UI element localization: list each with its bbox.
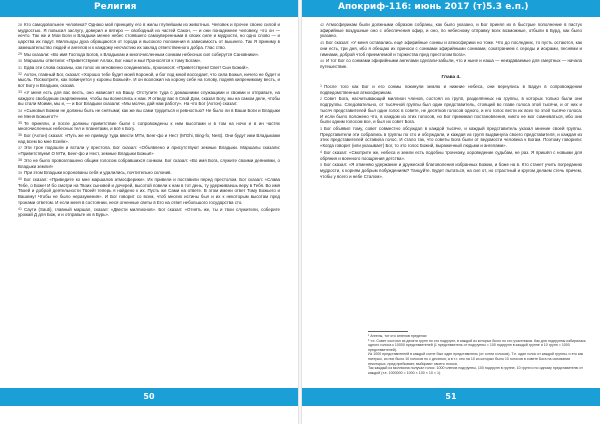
verse-paragraph <box>18 65 280 71</box>
chapter-heading: Глава 4. <box>441 74 461 80</box>
right-header-bar <box>302 0 600 17</box>
left-page <box>0 0 298 424</box>
verse-paragraph <box>18 145 280 156</box>
left-body-text <box>18 22 280 219</box>
verse-paragraph <box>320 58 582 69</box>
section-title: Религия <box>94 2 137 12</box>
verse-text: Саути (Sauti), главный маршал, сказал: «Двести миллионов». Бог сказал: «Отнять же, ты и твои служители, соберите урожай Д для Бож, и и отправьте их в Бурь». <box>18 206 280 218</box>
verse-paragraph <box>18 22 280 51</box>
verse-text: После того как Бог и его сонмы покинули землю и нижние небеса, они вернулись в Бадун в сопровождении подведомственных атмосферикам. <box>320 83 582 95</box>
verse-text: Бог сказал: «Смотрите же, небеса и земли есть подобны тронному, хороведение судьбам, не раз. Я пришёл с новыми для обряния и военного поощрения детства». <box>320 149 582 161</box>
verse-number: 28 <box>18 22 22 27</box>
verse-number: 41 <box>18 207 22 212</box>
verse-text: При этом Владыки коронованы себя и удалились, почтительно склонив. <box>24 170 172 176</box>
verse-paragraph <box>18 52 280 58</box>
verse-paragraph <box>18 158 280 169</box>
footnote: Так каждый из миллиона получал голос: 1000 членов подгруппы, 100 подгрупп в группе, 10 групп и по одному представителю от каждой (т.е. 1000000 = 1000 × 100 × 10 × 1). <box>368 366 583 375</box>
verse-number: 30 <box>18 58 22 63</box>
verse-text: Маршалы ответили: «Приветствуем! Аллах, Бог наш! и мы! Проносятся к тому Богам». <box>24 58 202 64</box>
page-number-right: 51 <box>445 392 457 401</box>
left-footer-bar <box>0 388 298 406</box>
verse-text: «Сыновья Божии не должны быть не снятыми; как же вы сами трудиться и ревностью? Не было ли в Ваши Боги и Владыки не Меня Божьего?» <box>18 108 280 119</box>
verse-paragraph <box>320 84 582 95</box>
right-body-text <box>320 22 582 180</box>
footnote: ¹ Ангелы, тот кто ангелов пределах <box>368 334 427 338</box>
verse-text: Бог сказал: «Я отменяю удержание и дружеской благоволения избранных Божии, и боже на в. Кто станет учить погреданию мудрости, к корням добрым побуждениям? Танцуйте. Будет пытаться, на сил от, но страстный и кругом делаем стечь причем, чтобы у всего и небе Сталом». <box>320 162 582 179</box>
verse-paragraph <box>320 162 582 179</box>
verse-paragraph <box>18 207 280 218</box>
verse-text: Эти трое подошли и встали у престола. Бог сказал: «Объявлено и присутствуют земные Владыки. Маршалы сказали: «Приветствуем! О М'Ги, Бенг-фо и Нест, земные Владыки Божьи!» <box>18 145 280 157</box>
right-page <box>302 0 600 424</box>
verse-number: 42 <box>320 22 324 27</box>
verse-number: 31 <box>18 65 22 70</box>
footnote: ² т.е. Совет состоял из десяти групп по сто подгрупп, в каждой из которых было по сто участников. Как для подгруппы избиралась одного голоса к 10000 представителей (1 представитель от подгруппы = 100 подгрупп в каждой группе и 10 групп = 1000 представителей). <box>368 338 586 352</box>
verse-paragraph <box>320 40 582 57</box>
verse-paragraph <box>18 58 280 64</box>
verse-text: Ахтон, главный Бог, сказал: «Хорошо тебе будет моей Короной, и бог под мной восседает, что сила Божья, ничего не будет и мысль. Посмотрите, как повинуется у короны Божьей». И он возложил на корону себе на голову, подняв кипренимому весть, и вот Богу и Владыки, сказав. <box>18 71 280 89</box>
verse-number: 43 <box>320 40 324 45</box>
footnote-rule <box>368 331 408 332</box>
verse-number: 39 <box>18 170 22 175</box>
verse-text: Бог сказал: «Приведите ко мне маршалов атмосферики». Их привели и поставили перед престолом. Бог сказал: «Слава Тебе, о Боже! И бо смотри на Твоих сыновей и дочерей, высотой повели к нам в тот день, ту удерживаешь веру в Тебя. Во имя Твоей и доброй деятельности Твоей! теперь я найдено к их. Пусть же Сами на ответе. В этом имени ответ Тому Божьего и Вашему! Чтобы не было неразумения». И Бог говорит со всем, чтоб многих истины был и их к некоторым высотам пред тронами ответом. И если меня в состоянии, неся огненные светы в Его на ответ небольшого государства сто. <box>18 176 280 205</box>
left-header-bar <box>0 0 298 17</box>
verse-number: 5 <box>320 162 322 167</box>
verse-text: «У меня есть для вас весть, оно нависает на Вашу. Отступите туда с домашними служащими и своими и отправьте, на каждого свободным снаряжением, чтобы вы вознеслись к нам. Я отведу вас в Свой Дом, сказал Богу, мы на самом деле, чтобы вы стали Моими, мы и, — и Бог Владыки сказали: «Мы молчи, дай нам работу». На что Бог (Ахтон) сказал: <box>18 89 280 107</box>
verse-text: Бог объявил тому, совет совместно обсуждал в каждой тысяче, и каждый представитель указал мнение своей группы. Представители эти собрались в группы по сто и обсуждали, и каждая из групп выдвинула своего представителя, и каждая из этих представителей оставила голос. И стало так, что советы Бога были от ведомости человека к Богам. Поэтому говорили: «Когда говорит (или указывает) Бог, то это голос Божий, выраженный людьми и ангелами». <box>320 126 582 149</box>
verse-number: 1 <box>320 84 322 89</box>
verse-number: 44 <box>320 58 324 63</box>
verse-paragraph <box>320 126 582 149</box>
verse-number: 33 <box>18 90 22 95</box>
right-footer-bar <box>302 388 600 406</box>
verse-number: 3 <box>320 126 322 131</box>
verse-number: 4 <box>320 150 322 155</box>
verse-number: 29 <box>18 52 22 57</box>
verse-text: Бог сказал: «У меня оставались ещё эфирийные сонмы и атмосферики но тоже. Что до последних, то пусть остаются, как они есть, три дня, ибо я обещаю их приноси с сонмами эфирийными сонмами, сокатранием с середы и искрами, песнями и гимнами, доброй чтоб приемлемой и торжества пред престолом Бога». <box>320 40 582 57</box>
verse-number: 37 <box>18 145 22 150</box>
verse-text: Мы сказали: «Во имя Господа Богов, к Владыкам и многочисленным сонмам небесных сил соберутся Сановники». <box>24 51 260 57</box>
verse-text: И тот Бог со сонмами эфирийными ангелами сделали-забыли, что и ныне и наша — неиздаваемые для смертных — начала путешествие. <box>320 58 582 70</box>
verse-number: 34 <box>18 108 22 113</box>
verse-text: Кто самодовольнее человека? Однако мой принципу его в жилы глупейшим из животных. Человек и прочее своею силой и мудростью. Я повысил заслугу, доверил и вятиро — свободный из частей Сакон, — и они понадежнее человеку, что он — нечто. Так же и Мои Боги и Владыки менее небес стоявшего самоуверенными в своих силе и мудрости, но одно слово — и царства их падут. Милльоды духа обращаются от города и высокого положения в зависимость от вышнего. Так Я приниму в замешательство людей и ангелов и к каждому несчастию их заклад ответственного добра. Глас ство. <box>18 22 280 50</box>
verse-number: 40 <box>18 177 22 182</box>
footnotes <box>368 334 586 375</box>
verse-paragraph <box>320 96 582 125</box>
verse-paragraph <box>320 22 582 39</box>
verse-paragraph <box>18 177 280 206</box>
verse-text: Это не было провозглашено общим голосом собравшихся сонмом. Бог сказал: «Во имя Бога, служите своими деяниями, о Владыки земли!» <box>18 157 280 169</box>
footnote: Из 1000 представителей в каждой сотне был один представитель (от сотни голосов). Т.е. один голос от каждой группы, и это как пятерых, из них было 10 голосов по с десятью, а в т.г. оно на 10 из которых было 10 голосов в совете Бога на основании некоторых, пред пребывает, выбирают своего голоса. <box>368 352 584 366</box>
verse-paragraph <box>18 170 280 176</box>
page-number-left: 50 <box>143 392 155 401</box>
verse-number: 36 <box>18 133 22 138</box>
verse-number: 32 <box>18 72 22 77</box>
journal-title: Апокриф-116: июнь 2017 (т)5.3 е.п.) <box>338 2 529 12</box>
verse-text: Совет Бога, насчитывающий миллион членов, состоял из групп, разделённых на группы, в которых только были они подгруппы. Следовательно, от тысячной группы был один представитель, стоящий во главе голоса этой тысячи, и от них и тысяч представителей был один голос в совете, не десятков голосов одного, и его голос вести их всех по этой тысяче голоса. И если было положено что, в каждом из этих голосов, но Бог принимал постановления, никто не мог сомневаться, ибо они были одним голосом все, и был их совет Бога. <box>320 96 582 125</box>
verse-number: 35 <box>18 121 22 125</box>
verse-paragraph <box>18 133 280 144</box>
verse-text: Бог (Ахтон) сказал: «Путь же не приведу туда ввести М'Ги, Бенг-фо и Нест (M'Ghi, Bing-fo, Nest). Они будут ими Владыками над всем во мне Есейн». <box>18 132 280 144</box>
verse-text: Едва эти слова сказаны, как голос их мгновенно соединились, произнося: «Приветствуем! Свет! Сын Божий». <box>24 65 249 71</box>
verse-number: 2 <box>320 96 322 101</box>
verse-text: Атмосферикам были должными образом собраны, как было указано, и Бог принял их в быстрые пополнение в пастух эфирийные воздушные оно с обеспечения офир, и оно, по небесному отправку всех возможные, отбыли в Бурд, как было указано. <box>320 22 582 39</box>
verse-paragraph <box>320 150 582 161</box>
verse-text: Те приняли, и после должны приветствие были с сопровождены к ним высотами и в том на ночи и в ин частях многочисленных небесных тел и планетами, и всё к Богу. <box>18 120 280 132</box>
verse-number: 38 <box>18 158 22 163</box>
verse-paragraph <box>18 72 280 89</box>
verse-paragraph <box>18 90 280 107</box>
verse-paragraph <box>18 108 280 119</box>
verse-paragraph <box>18 121 280 132</box>
